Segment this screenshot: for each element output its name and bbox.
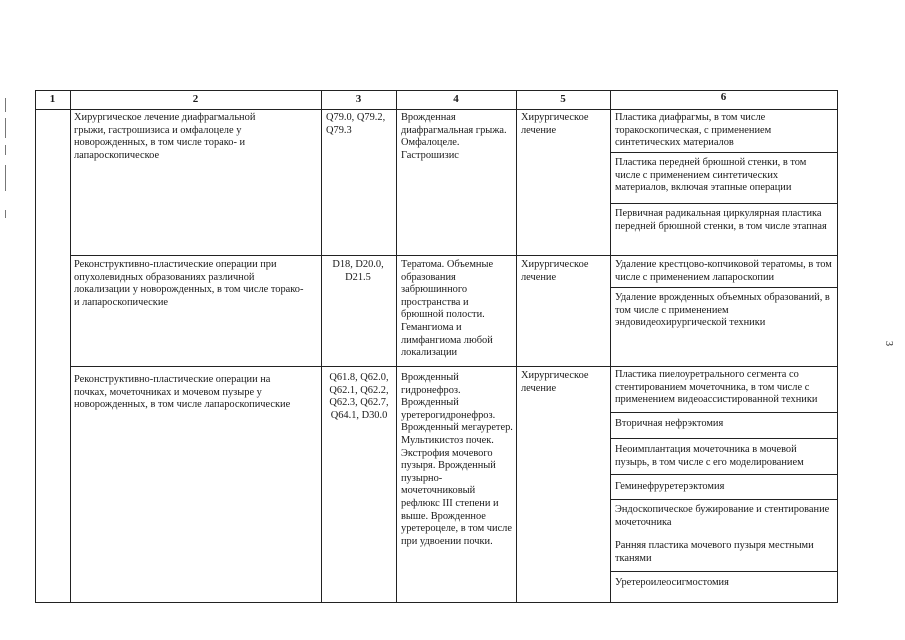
procedure: Пластика пиелоуретрального сегмента со стентированием мочеточника, в том числе с применением видеоассистированной техники xyxy=(615,369,818,406)
procedure: Вторичная нефрэктомия xyxy=(615,418,724,429)
column-divider xyxy=(70,90,71,603)
subrow-divider xyxy=(610,152,838,153)
subrow-divider xyxy=(610,571,838,572)
header-col-5: 5 xyxy=(560,93,566,105)
procedure: Уретероилеосигмостомия xyxy=(615,577,729,588)
margin-mark xyxy=(5,165,6,191)
margin-mark xyxy=(5,118,6,138)
treatment-type: Хирургическое лечение xyxy=(521,259,589,283)
icd-codes: Q61.8, Q62.0, Q62.1, Q62.2, Q62.3, Q62.7, Q64.1, D30.0 xyxy=(329,372,389,421)
table-left-border xyxy=(35,90,36,603)
header-col-6: 6 xyxy=(720,91,727,103)
procedure: Эндоскопическое бужирование и стентирование мочеточника xyxy=(615,504,830,528)
subrow-divider xyxy=(610,474,838,475)
subrow-divider xyxy=(610,287,838,288)
diagnosis: Врожденный гидронефроз. Врожденный уретерогидронефроз. Врожденный мегауретер. Мультикистоз почек. Экстрофия мочевого пузыря. Врожденный пузырно-мочеточниковый рефлюкс III степени и выше. Врожденное уретероцеле, в том числе при удвоении почки. xyxy=(401,372,513,547)
icd-codes: D18, D20.0, D21.5 xyxy=(332,259,384,283)
margin-mark xyxy=(5,210,6,218)
icd-codes: Q79.0, Q79.2, Q79.3 xyxy=(326,112,386,136)
header-col-2: 2 xyxy=(192,93,199,105)
procedure: Первичная радикальная циркулярная пластика передней брюшной стенки, в том числе этапная xyxy=(615,208,827,232)
column-divider xyxy=(396,90,397,603)
column-divider xyxy=(321,90,322,603)
header-bottom-border xyxy=(35,109,838,110)
page-number: 3 xyxy=(883,341,894,346)
procedure: Удаление крестцово-копчиковой тератомы, в том числе с применением лапароскопии xyxy=(615,259,832,283)
procedure: Ранняя пластика мочевого пузыря местными тканями xyxy=(615,540,814,564)
header-col-3: 3 xyxy=(355,93,362,105)
header-col-1: 1 xyxy=(49,93,56,105)
subrow-divider xyxy=(610,499,838,500)
table-right-border xyxy=(837,90,838,603)
diagnosis: Тератома. Объемные образования забрюшинного пространства и брюшной полости. Гемангиома и лимфангиома любой локализации xyxy=(401,259,494,359)
treatment-type: Хирургическое лечение xyxy=(521,370,589,394)
method-name: Реконструктивно-пластические операции при опухолевидных образованиях различной локализации у новорожденных, в том числе торако- и лапароскопические xyxy=(74,259,304,308)
procedure: Удаление врожденных объемных образований, в том числе с применением эндовидеохирургической техники xyxy=(615,292,830,329)
subrow-divider xyxy=(610,203,838,204)
margin-mark xyxy=(5,98,6,112)
header-col-4: 4 xyxy=(453,93,459,105)
subrow-divider xyxy=(610,438,838,439)
diagnosis: Врожденная диафрагмальная грыжа. Омфалоцеле. Гастрошизис xyxy=(401,112,507,161)
treatment-type: Хирургическое лечение xyxy=(521,112,589,136)
column-divider xyxy=(516,90,517,603)
row-divider xyxy=(70,255,838,256)
margin-mark xyxy=(5,145,6,155)
procedure: Пластика передней брюшной стенки, в том числе с применением синтетических материалов, включая этапные операции xyxy=(615,157,807,194)
table-bottom-border xyxy=(35,602,838,603)
procedure: Неоимплантация мочеточника в мочевой пузырь, в том числе с его моделированием xyxy=(615,444,804,468)
method-name: Хирургическое лечение диафрагмальной грыжи, гастрошизиса и омфалоцеле у новорожденных, в том числе торако- и лапароскопическое xyxy=(74,112,256,161)
row-divider xyxy=(70,366,838,367)
column-divider xyxy=(610,90,611,603)
subrow-divider xyxy=(610,412,838,413)
method-name: Реконструктивно-пластические операции на почках, мочеточниках и мочевом пузыре у новорожденных, в том числе лапароскопические xyxy=(74,374,291,411)
procedure: Геминефруретерэктомия xyxy=(615,481,725,492)
procedure: Пластика диафрагмы, в том числе торакоскопическая, с применением синтетических материалов xyxy=(615,112,772,149)
